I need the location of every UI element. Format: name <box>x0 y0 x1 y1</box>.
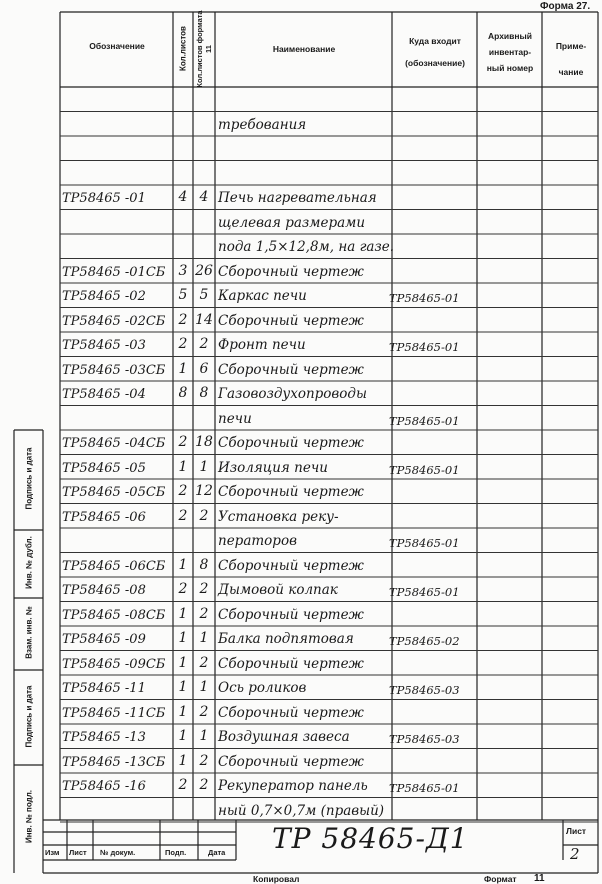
row-sheets: 2 <box>178 311 188 328</box>
row-sheets: 1 <box>178 654 188 671</box>
footer-format-label: Формат <box>484 874 517 884</box>
row-code: ТР58465 -02 <box>62 289 146 304</box>
footer-format-value: 11 <box>534 873 545 884</box>
row-name: Сборочный чертеж <box>218 435 364 451</box>
row-sheets-format: 4 <box>199 189 209 205</box>
row-name: пода 1,5×12,8м, на газе. <box>218 239 395 255</box>
table-row <box>0 528 602 553</box>
row-code: ТР58465 -02СБ <box>62 313 166 329</box>
row-name: ный 0,7×0,7м (правый) <box>218 802 385 819</box>
row-sheets-format: 18 <box>195 434 213 450</box>
row-where-used: ТР58465-01 <box>389 781 460 795</box>
row-name: Сборочный чертеж <box>218 606 364 623</box>
row-code: ТР58465 -11 <box>62 681 146 696</box>
row-sheets: 8 <box>178 385 188 401</box>
table-row <box>0 773 602 798</box>
row-sheets-format: 6 <box>199 360 209 377</box>
header-designation: Обозначение <box>89 41 145 51</box>
row-code: ТР58465 -16 <box>62 779 146 794</box>
row-where-used: ТР58465-01 <box>389 413 460 428</box>
row-code: ТР58465 -06СБ <box>62 558 166 574</box>
row-sheets: 1 <box>178 703 188 720</box>
row-code: ТР58465 -06 <box>62 509 146 525</box>
stamp-sign-date-1: Подпись и дата <box>24 447 34 510</box>
row-sheets: 1 <box>178 679 188 695</box>
row-where-used: ТР58465-02 <box>389 634 460 648</box>
row-where-used: ТР58465-01 <box>389 585 460 599</box>
row-name: ператоров <box>218 533 297 549</box>
table-row <box>0 136 602 161</box>
stamp-dup-inv: Инв. № дубл. <box>24 536 34 589</box>
row-name: Газовоздухопроводы <box>218 386 367 402</box>
row-sheets-format: 2 <box>199 703 209 720</box>
row-code: ТР58465 -01 <box>62 191 146 206</box>
table-row <box>0 259 602 284</box>
row-name: печи <box>218 410 252 427</box>
row-name: Воздушная завеса <box>218 729 350 745</box>
row-code: ТР58465 -11СБ <box>62 705 166 721</box>
table-row <box>0 210 602 235</box>
row-code: ТР58465 -13СБ <box>62 754 166 770</box>
row-code: ТР58465 -09СБ <box>62 656 166 672</box>
table-row <box>0 87 602 112</box>
tb-doc-no: № докум. <box>100 848 136 857</box>
row-sheets-format: 1 <box>199 679 209 695</box>
row-where-used: ТР58465-03 <box>389 732 460 746</box>
stamp-replace-inv: Взам. инв. № <box>24 606 34 659</box>
row-code: ТР58465 -09 <box>62 632 146 647</box>
row-sheets-format: 1 <box>199 630 209 646</box>
row-code: ТР58465 -03 <box>62 338 146 353</box>
row-name: Дымовой колпак <box>218 582 338 598</box>
row-code: ТР58465 -05 <box>62 460 146 476</box>
row-sheets-format: 2 <box>199 507 209 524</box>
header-archive: Архивный инвентар- ный номер <box>486 31 534 73</box>
row-sheets: 2 <box>178 483 188 499</box>
row-sheets: 1 <box>178 630 188 646</box>
header-sheets: Кол.листов <box>178 26 188 71</box>
header-name: Наименование <box>272 44 336 54</box>
row-name: Сборочный чертеж <box>218 753 364 770</box>
table-row <box>0 626 602 651</box>
row-name: Каркас печи <box>218 288 307 304</box>
table-row <box>0 283 602 308</box>
row-name: Сборочный чертеж <box>218 557 364 574</box>
footer-copied: Копировал <box>253 874 300 884</box>
table-row <box>0 430 602 455</box>
table-row <box>0 700 602 725</box>
table-row <box>0 504 602 529</box>
row-code: ТР58465 -01СБ <box>62 264 166 280</box>
row-sheets-format: 2 <box>199 752 209 769</box>
row-code: ТР58465 -04 <box>62 387 146 402</box>
row-name: требования <box>218 116 307 133</box>
tb-izm: Изм <box>45 848 60 857</box>
row-sheets: 2 <box>178 777 188 793</box>
row-sheets: 1 <box>178 360 188 377</box>
row-name: Печь нагревательная <box>218 190 377 206</box>
row-where-used: ТР58465-01 <box>389 536 460 550</box>
row-sheets: 2 <box>178 336 188 352</box>
row-sheets: 1 <box>178 728 188 744</box>
row-sheets-format: 2 <box>199 777 209 793</box>
tb-designation: ТР 58465-Д1 <box>272 822 469 855</box>
row-sheets-format: 12 <box>195 483 213 499</box>
table-row <box>0 332 602 357</box>
table-row <box>0 112 602 137</box>
row-name: Сборочный чертеж <box>218 361 364 378</box>
table-row <box>0 675 602 700</box>
row-name: Рекуператор панель <box>218 778 368 794</box>
row-code: ТР58465 -03СБ <box>62 362 166 378</box>
row-sheets-format: 14 <box>195 311 213 328</box>
tb-podp: Подп. <box>165 848 187 857</box>
row-sheets: 2 <box>178 434 188 450</box>
row-name: Сборочный чертеж <box>218 312 364 329</box>
table-row <box>0 577 602 602</box>
tb-data: Дата <box>208 848 226 857</box>
tb-sheet-label: Лист <box>566 826 587 836</box>
row-name: Изоляция печи <box>218 459 328 476</box>
table-row <box>0 185 602 210</box>
row-code: ТР58465 -08 <box>62 583 146 598</box>
table-row <box>0 308 602 333</box>
row-where-used: ТР58465-01 <box>389 291 460 305</box>
table-row <box>0 234 602 259</box>
row-sheets: 2 <box>178 507 188 524</box>
table-row <box>0 455 602 480</box>
table-row <box>0 602 602 627</box>
row-sheets: 1 <box>178 556 188 573</box>
row-code: ТР58465 -05СБ <box>62 485 166 500</box>
row-sheets-format: 2 <box>199 336 209 352</box>
row-sheets-format: 2 <box>199 581 209 597</box>
row-sheets-format: 1 <box>199 728 209 744</box>
table-row <box>0 798 602 823</box>
row-sheets: 1 <box>178 752 188 769</box>
row-sheets-format: 2 <box>199 605 209 622</box>
row-sheets: 5 <box>178 287 188 303</box>
row-code: ТР58465 -13 <box>62 730 146 745</box>
table-row <box>0 749 602 774</box>
row-name: Сборочный чертеж <box>218 484 364 500</box>
row-name: Балка подпятовая <box>218 631 354 647</box>
header-note: Приме- чание <box>555 41 587 77</box>
tb-list: Лист <box>69 848 87 857</box>
row-where-used: ТР58465-03 <box>389 683 460 697</box>
header-sheets-format: Кол.листов формата 11 <box>195 10 213 88</box>
table-row <box>0 553 602 578</box>
header-where-used: Куда входит (обозначение) <box>405 36 465 68</box>
row-sheets: 1 <box>178 605 188 622</box>
row-name: Фронт печи <box>218 337 306 353</box>
row-name: Сборочный чертеж <box>218 704 364 721</box>
tb-sheet-no: 2 <box>570 845 580 863</box>
stamp-sign-date-2: Подпись и дата <box>24 685 34 748</box>
table-row <box>0 724 602 749</box>
table-row <box>0 651 602 676</box>
table-row <box>0 357 602 382</box>
row-name: Сборочный чертеж <box>218 263 364 280</box>
table-row <box>0 161 602 186</box>
table-row <box>0 479 602 504</box>
row-where-used: ТР58465-01 <box>389 462 460 477</box>
row-sheets: 4 <box>178 189 188 205</box>
table-row <box>0 381 602 406</box>
row-sheets-format: 1 <box>199 458 209 475</box>
row-sheets: 3 <box>178 262 188 279</box>
row-name: Установка реку- <box>218 508 339 525</box>
row-name: щелевая размерами <box>218 214 366 231</box>
stamp-original-inv: Инв. № подл. <box>24 789 34 844</box>
row-sheets: 2 <box>178 581 188 597</box>
row-sheets-format: 8 <box>199 385 209 401</box>
row-sheets-format: 2 <box>199 654 209 671</box>
row-code: ТР58465 -08СБ <box>62 607 166 623</box>
table-row <box>0 406 602 431</box>
row-sheets-format: 8 <box>199 556 209 573</box>
row-code: ТР58465 -04СБ <box>62 436 166 451</box>
row-sheets: 1 <box>178 458 188 475</box>
row-name: Ось роликов <box>218 680 307 696</box>
row-name: Сборочный чертеж <box>218 655 364 672</box>
row-sheets-format: 26 <box>195 262 213 279</box>
row-sheets-format: 5 <box>199 287 209 303</box>
form-label: Форма 27. <box>540 1 591 12</box>
row-where-used: ТР58465-01 <box>389 340 460 354</box>
